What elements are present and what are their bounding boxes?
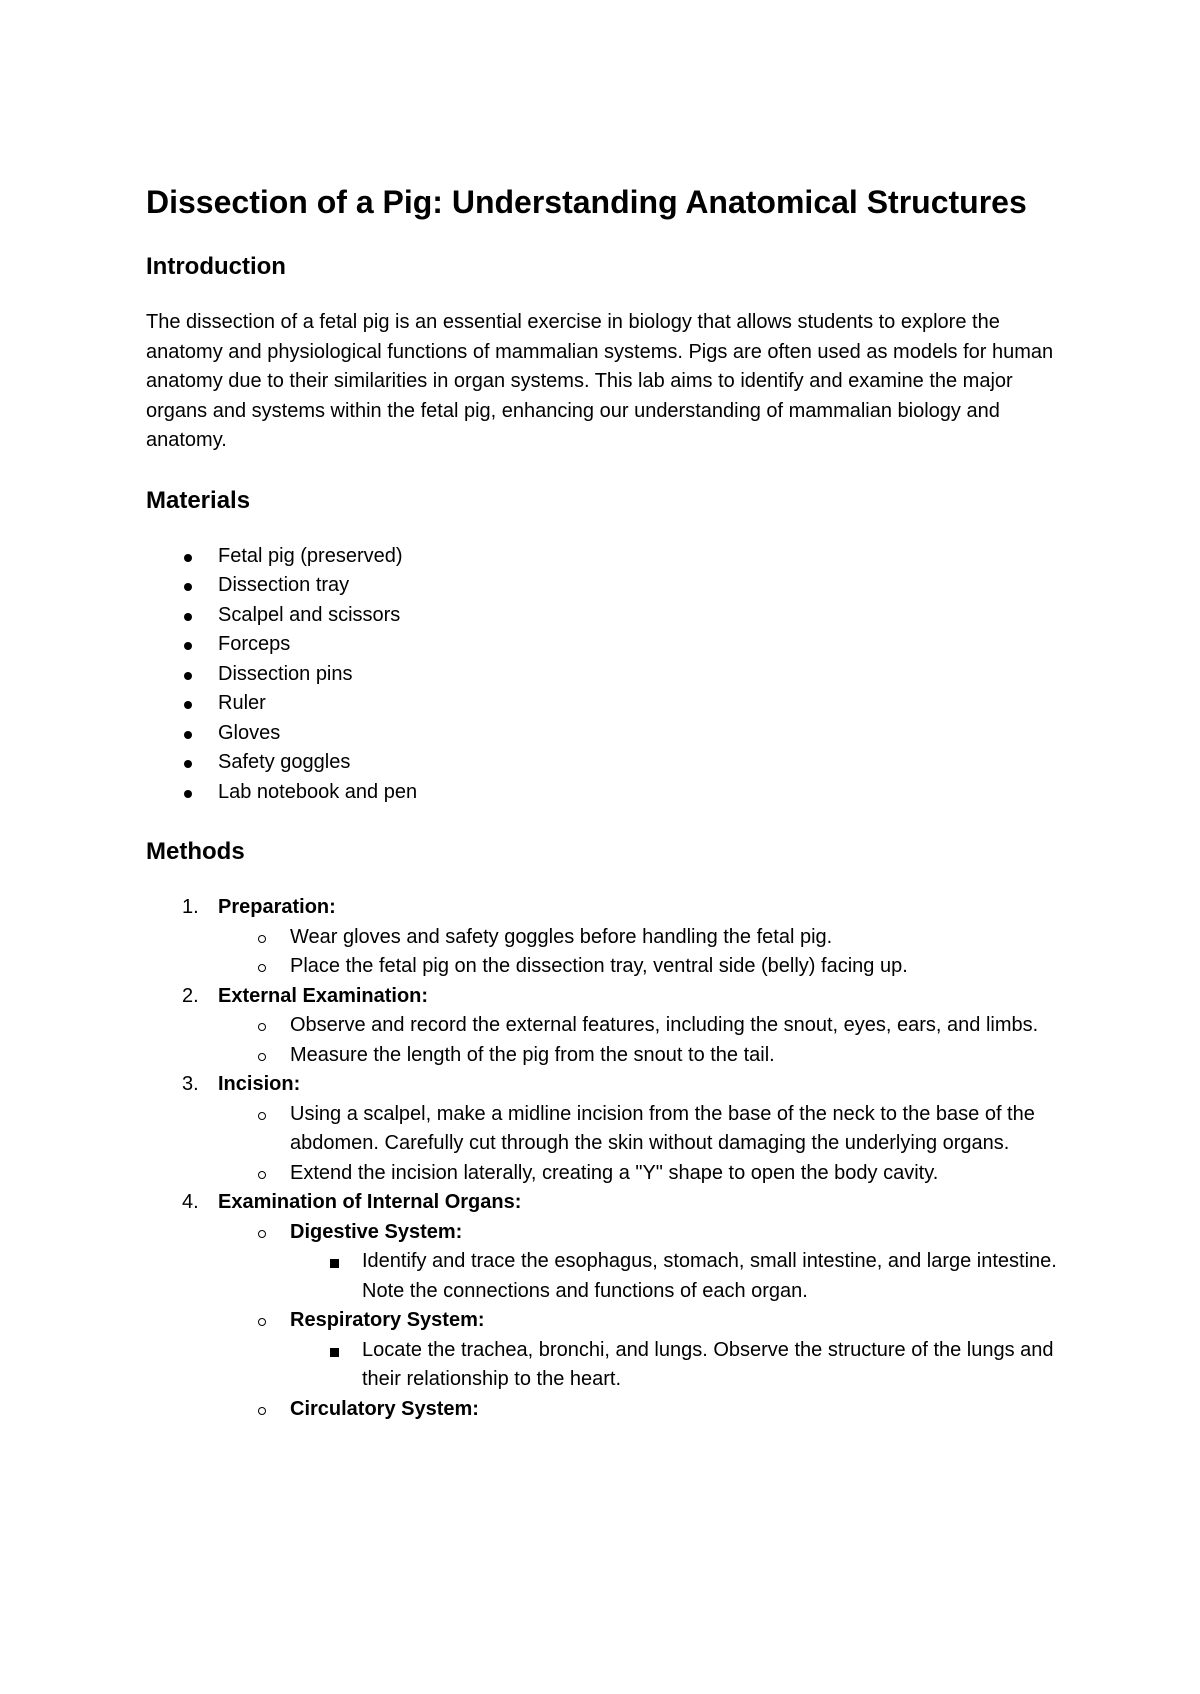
bullet-circle-icon xyxy=(258,1023,266,1031)
bullet-circle-icon xyxy=(258,964,266,972)
sub-item-text: Place the fetal pig on the dissection tray, ventral side (belly) facing up. xyxy=(290,955,908,977)
list-item xyxy=(146,689,1076,719)
material-item: Fetal pig (preserved) xyxy=(218,544,403,567)
list-item xyxy=(218,1011,1076,1041)
method-step-external-examination xyxy=(146,982,1076,1071)
list-item xyxy=(218,1218,1076,1307)
bullet-disc-icon xyxy=(184,554,192,562)
system-label-respiratory: Respiratory System: xyxy=(290,1309,485,1331)
material-item: Dissection tray xyxy=(218,574,350,596)
list-item xyxy=(146,778,1076,808)
list-item xyxy=(218,923,1076,953)
bullet-disc-icon xyxy=(184,760,192,768)
step-sub-list xyxy=(218,1218,1076,1425)
system-detail-text: Identify and trace the esophagus, stomach, small intestine, and large intestine. Note the connections and functions of each organ. xyxy=(362,1250,1057,1302)
step-number: 4. xyxy=(182,1191,199,1213)
list-item xyxy=(218,1159,1076,1189)
material-item: Scalpel and scissors xyxy=(218,603,401,626)
list-item xyxy=(218,1041,1076,1071)
document-page xyxy=(146,180,1076,1424)
list-item xyxy=(146,660,1076,690)
list-item xyxy=(218,1306,1076,1395)
bullet-square-icon xyxy=(330,1259,339,1268)
bullet-circle-icon xyxy=(258,1112,266,1120)
list-item xyxy=(146,630,1076,660)
step-label: Preparation: xyxy=(218,896,336,918)
sub-item-text: Observe and record the external features, including the snout, eyes, ears, and limbs. xyxy=(290,1014,1039,1036)
system-label-digestive: Digestive System: xyxy=(290,1220,463,1243)
system-detail-list xyxy=(290,1336,1076,1395)
list-item xyxy=(146,601,1076,631)
methods-list xyxy=(146,893,1076,1424)
method-step-internal-organs xyxy=(146,1188,1076,1424)
document-title: Dissection of a Pig: Understanding Anatomical Structures xyxy=(146,184,1027,220)
list-item xyxy=(146,571,1076,601)
bullet-disc-icon xyxy=(184,583,192,591)
sub-item-text: Measure the length of the pig from the snout to the tail. xyxy=(290,1043,775,1066)
material-item: Ruler xyxy=(218,692,266,714)
bullet-circle-icon xyxy=(258,1318,266,1326)
introduction-paragraph: The dissection of a fetal pig is an essential exercise in biology that allows students to explore the anatomy and physiological functions of mammalian systems. Pigs are often used as models for human anatomy due to their similarities in organ systems. This lab aims to identify and examine the major organs and systems within the fetal pig, enhancing our understanding of mammalian biology and anatomy. xyxy=(146,311,1054,451)
bullet-square-icon xyxy=(330,1348,339,1357)
bullet-disc-icon xyxy=(184,672,192,680)
bullet-circle-icon xyxy=(258,1171,266,1179)
list-item xyxy=(290,1247,1076,1306)
list-item xyxy=(146,748,1076,778)
step-number: 1. xyxy=(182,896,199,918)
step-label: External Examination: xyxy=(218,984,429,1007)
material-item: Lab notebook and pen xyxy=(218,780,418,803)
step-sub-list xyxy=(218,1100,1076,1189)
list-item xyxy=(218,952,1076,982)
sub-item-text: Wear gloves and safety goggles before handling the fetal pig. xyxy=(290,925,833,948)
step-sub-list xyxy=(218,923,1076,982)
sub-item-text: Extend the incision laterally, creating a "Y" shape to open the body cavity. xyxy=(290,1161,939,1184)
bullet-disc-icon xyxy=(184,731,192,739)
bullet-disc-icon xyxy=(184,790,192,798)
bullet-circle-icon xyxy=(258,1053,266,1061)
step-label: Examination of Internal Organs: xyxy=(218,1191,522,1213)
step-label: Incision: xyxy=(218,1073,301,1095)
method-step-preparation xyxy=(146,893,1076,982)
material-item: Gloves xyxy=(218,721,281,744)
materials-list xyxy=(146,542,1076,808)
system-label-circulatory: Circulatory System: xyxy=(290,1397,479,1420)
step-number: 3. xyxy=(182,1073,199,1095)
sub-item-text: Using a scalpel, make a midline incision from the base of the neck to the base of the abdomen. Carefully cut through the skin without damaging the underlying organs. xyxy=(290,1102,1035,1154)
step-number: 2. xyxy=(182,984,199,1007)
material-item: Dissection pins xyxy=(218,662,353,685)
material-item: Safety goggles xyxy=(218,751,351,773)
bullet-disc-icon xyxy=(184,701,192,709)
system-detail-text: Locate the trachea, bronchi, and lungs. Observe the structure of the lungs and their relationship to the heart. xyxy=(362,1338,1054,1390)
bullet-disc-icon xyxy=(184,613,192,621)
list-item xyxy=(218,1100,1076,1159)
bullet-circle-icon xyxy=(258,1407,266,1415)
method-step-incision xyxy=(146,1070,1076,1188)
methods-heading: Methods xyxy=(146,838,245,865)
step-sub-list xyxy=(218,1011,1076,1070)
system-detail-list xyxy=(290,1247,1076,1306)
list-item xyxy=(146,542,1076,572)
bullet-disc-icon xyxy=(184,642,192,650)
list-item xyxy=(290,1336,1076,1395)
material-item: Forceps xyxy=(218,633,291,655)
list-item xyxy=(146,719,1076,749)
materials-heading: Materials xyxy=(146,486,251,514)
introduction-heading: Introduction xyxy=(146,253,286,280)
list-item xyxy=(218,1395,1076,1425)
bullet-circle-icon xyxy=(258,935,266,943)
bullet-circle-icon xyxy=(258,1230,266,1238)
